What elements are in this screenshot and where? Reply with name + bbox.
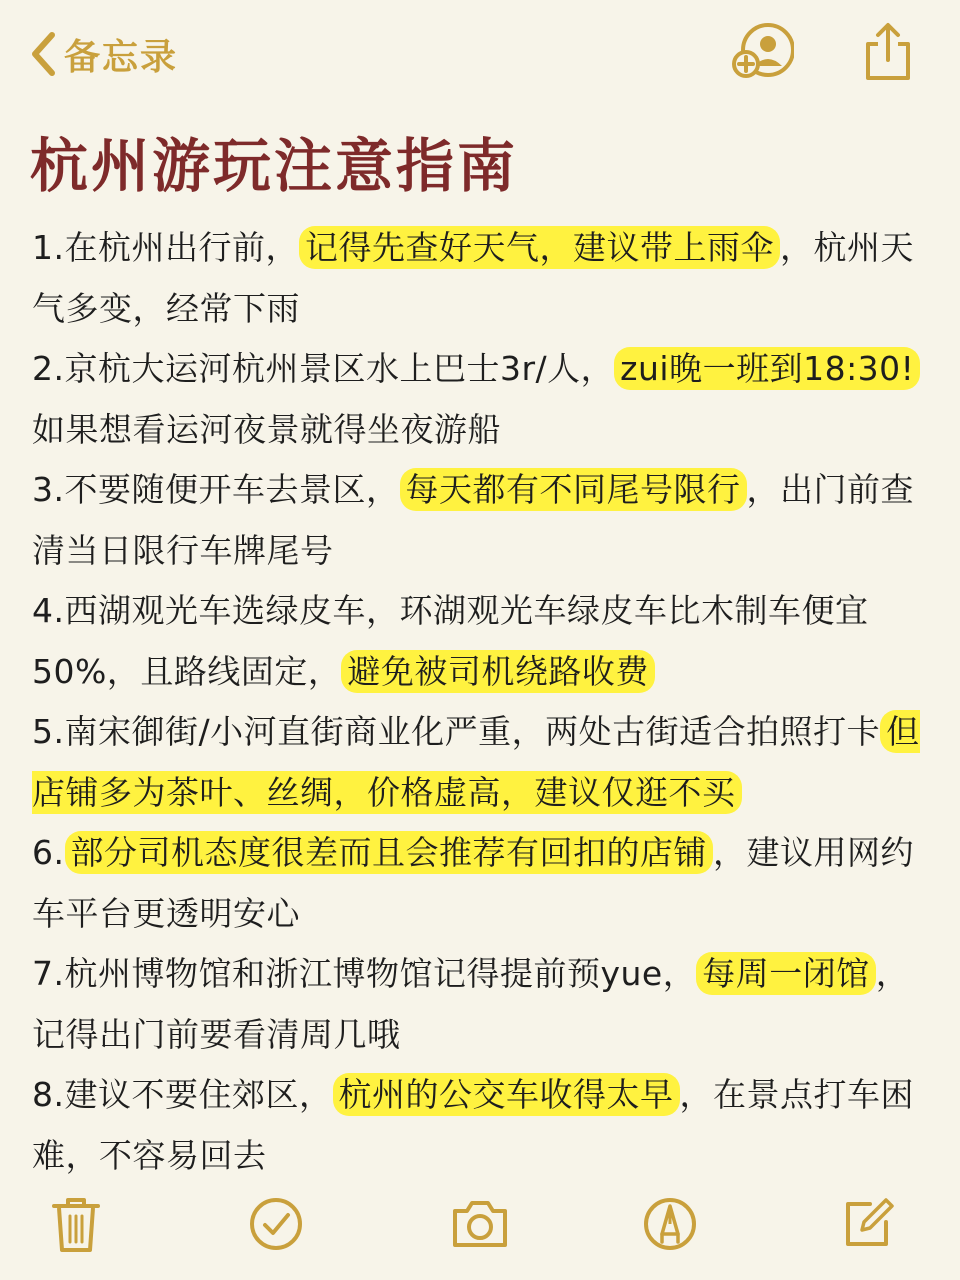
highlighted-text: 每天都有不同尾号限行 [400,468,747,511]
note-text: ，建议用网约车平台更透明安心 [32,833,914,933]
note-text: 8.建议不要住郊区， [32,1075,333,1114]
note-item-5 [32,702,942,823]
highlighted-text: 避免被司机绕路收费 [341,650,655,693]
trash-icon [50,1194,102,1258]
bottom-toolbar [0,1180,960,1280]
note-text: 4.西湖观光车选绿皮车，环湖观光车绿皮车比木制车便宜50%，且路线固定， [32,591,869,691]
note-item-3 [32,460,942,581]
note-text: 如果想看运河夜景就得坐夜游船 [32,409,501,449]
note-item-7 [32,944,942,1065]
camera-button[interactable] [448,1194,512,1258]
highlighted-text: 每周一闭馆 [696,952,876,995]
note-text: 7.杭州博物馆和浙江博物馆记得提前预yue， [32,954,697,993]
delete-button[interactable] [44,1194,108,1258]
add-person-button[interactable] [730,22,794,86]
note-text: ，出门前查清当日限行车牌尾号 [32,470,914,570]
note-text: 2.京杭大运河杭州景区水上巴士3r/人， [32,349,615,388]
checklist-icon [248,1196,304,1256]
navigation-bar [0,0,960,110]
camera-icon [449,1197,511,1255]
highlighted-text: zui晚一班到18:30! [614,347,920,390]
note-text: ，在景点打车困难，不容易回去 [32,1075,914,1175]
highlighted-text: 但店铺多为茶叶、丝绸，价格虚高，建议仅逛不买 [32,712,920,812]
markup-button[interactable] [638,1194,702,1258]
note-text: ，杭州天气多变，经常下雨 [32,228,914,328]
note-text: 1.在杭州出行前， [32,228,299,267]
note-title[interactable]: 杭州游玩注意指南 [30,132,519,200]
back-button[interactable] [28,26,178,82]
compose-button[interactable] [836,1194,900,1258]
note-item-1 [32,218,942,339]
share-button[interactable] [856,22,920,86]
person-add-icon [730,20,794,88]
compose-icon [840,1196,896,1256]
share-icon [860,20,916,88]
markup-pen-icon [642,1196,698,1256]
note-item-8 [32,1065,942,1186]
note-text: 6. [32,833,65,872]
note-item-2 [32,339,942,460]
note-item-4 [32,581,942,702]
note-item-6 [32,823,942,944]
chevron-left-icon [28,29,58,79]
highlighted-text: 部分司机态度很差而且会推荐有回扣的店铺 [65,831,714,874]
checklist-button[interactable] [244,1194,308,1258]
note-text: 3.不要随便开车去景区， [32,470,400,509]
note-text: ，记得出门前要看清周几哦 [32,954,910,1054]
highlighted-text: 杭州的公交车收得太早 [333,1073,680,1116]
highlighted-text: 记得先查好天气，建议带上雨伞 [299,226,780,269]
note-text: 5.南宋御街/小河直街商业化严重，两处古街适合拍照打卡 [32,712,881,751]
back-label: 备忘录 [64,36,179,78]
note-body[interactable] [32,218,942,1186]
